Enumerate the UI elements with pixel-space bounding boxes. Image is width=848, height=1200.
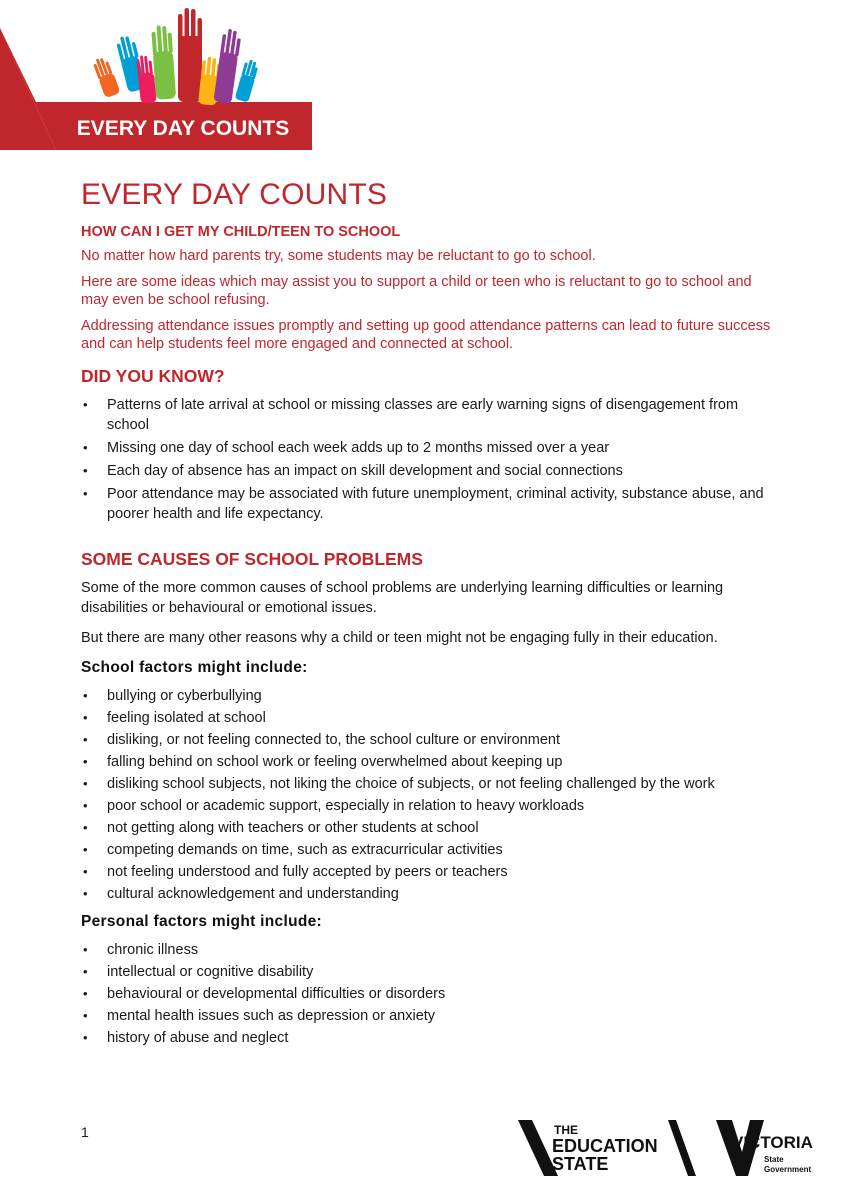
list-item: • not getting along with teachers or other students at school	[83, 820, 479, 836]
bullet-icon: •	[83, 964, 88, 979]
every-day-counts-banner	[0, 0, 330, 160]
intro-paragraph: No matter how hard parents try, some students may be reluctant to go to school.	[81, 248, 596, 264]
personal-factors-list	[81, 940, 771, 1048]
hands-logo-icon	[92, 8, 260, 106]
bullet-icon: •	[83, 942, 88, 957]
intro-paragraph: Addressing attendance issues promptly and setting up good attendance patterns can lead to future success and can help students feel more engaged and connected at school.	[81, 318, 771, 352]
school-factors-list	[81, 686, 771, 904]
causes-heading: SOME CAUSES OF SCHOOL PROBLEMS	[81, 549, 423, 569]
svg-text:THE: THE	[554, 1123, 578, 1137]
list-item: • Each day of absence has an impact on skill development and social connections	[83, 463, 623, 479]
list-item: • Poor attendance may be associated with future unemployment, criminal activity, substance abuse, and poorer health and life expectancy.	[83, 486, 764, 522]
list-item: • not feeling understood and fully accepted by peers or teachers	[83, 864, 508, 880]
list-item: • falling behind on school work or feeling overwhelmed about keeping up	[83, 754, 563, 770]
svg-text:STATE: STATE	[552, 1154, 609, 1174]
bullet-icon: •	[83, 440, 88, 455]
bullet-icon: •	[83, 886, 88, 901]
list-item: • behavioural or developmental difficulties or disorders	[83, 986, 446, 1002]
list-item: • disliking, or not feeling connected to, the school culture or environment	[83, 732, 560, 748]
bullet-icon: •	[83, 820, 88, 835]
bullet-icon: •	[83, 754, 88, 769]
bullet-icon: •	[83, 1008, 88, 1023]
banner-logo-text: EVERY DAY COUNTS	[76, 117, 290, 140]
document-body	[81, 176, 771, 1050]
list-item: • feeling isolated at school	[83, 710, 266, 726]
bullet-icon: •	[83, 688, 88, 703]
svg-text:Government: Government	[764, 1165, 812, 1174]
svg-text:EDUCATION: EDUCATION	[552, 1136, 658, 1156]
page-number: 1	[81, 1124, 89, 1140]
list-item: • history of abuse and neglect	[83, 1030, 289, 1046]
bullet-icon: •	[83, 463, 88, 478]
list-item: • competing demands on time, such as extracurricular activities	[83, 842, 503, 858]
did-you-know-list	[81, 395, 771, 524]
causes-paragraph: But there are many other reasons why a child or teen might not be engaging fully in their education.	[81, 630, 718, 646]
school-factors-heading: School factors might include:	[81, 659, 308, 676]
did-you-know-heading: DID YOU KNOW?	[81, 366, 225, 386]
victoria-state-government-logo	[716, 1120, 813, 1176]
education-state-logo	[518, 1120, 696, 1176]
bullet-icon: •	[83, 732, 88, 747]
bullet-icon: •	[83, 710, 88, 725]
bullet-icon: •	[83, 842, 88, 857]
list-item: • disliking school subjects, not liking the choice of subjects, or not feeling challenged by the work	[83, 776, 715, 792]
bullet-icon: •	[83, 776, 88, 791]
list-item: • Patterns of late arrival at school or missing classes are early warning signs of disengagement from school	[83, 397, 739, 433]
svg-text:VICTORIA: VICTORIA	[732, 1133, 813, 1152]
list-item: • mental health issues such as depression or anxiety	[83, 1008, 436, 1024]
page-title: EVERY DAY COUNTS	[81, 178, 388, 211]
bullet-icon: •	[83, 397, 88, 412]
svg-text:State: State	[764, 1155, 784, 1164]
bullet-icon: •	[83, 1030, 88, 1045]
footer-logos	[518, 1112, 828, 1182]
list-item: • cultural acknowledgement and understanding	[83, 886, 399, 902]
list-item: • Missing one day of school each week adds up to 2 months missed over a year	[83, 440, 610, 456]
bullet-icon: •	[83, 798, 88, 813]
causes-paragraph: Some of the more common causes of school problems are underlying learning difficulties or learning disabilities or behavioural or emotional issues.	[81, 580, 724, 616]
list-item: • chronic illness	[83, 942, 199, 958]
list-item: • intellectual or cognitive disability	[83, 964, 314, 980]
page-subtitle: HOW CAN I GET MY CHILD/TEEN TO SCHOOL	[81, 224, 401, 240]
bullet-icon: •	[83, 986, 88, 1001]
intro-paragraph: Here are some ideas which may assist you to support a child or teen who is reluctant to go to school and may even be school refusing.	[81, 274, 752, 308]
list-item: • bullying or cyberbullying	[83, 688, 262, 704]
bullet-icon: •	[83, 486, 88, 501]
personal-factors-heading: Personal factors might include:	[81, 913, 322, 930]
bullet-icon: •	[83, 864, 88, 879]
list-item: • poor school or academic support, especially in relation to heavy workloads	[83, 798, 585, 814]
